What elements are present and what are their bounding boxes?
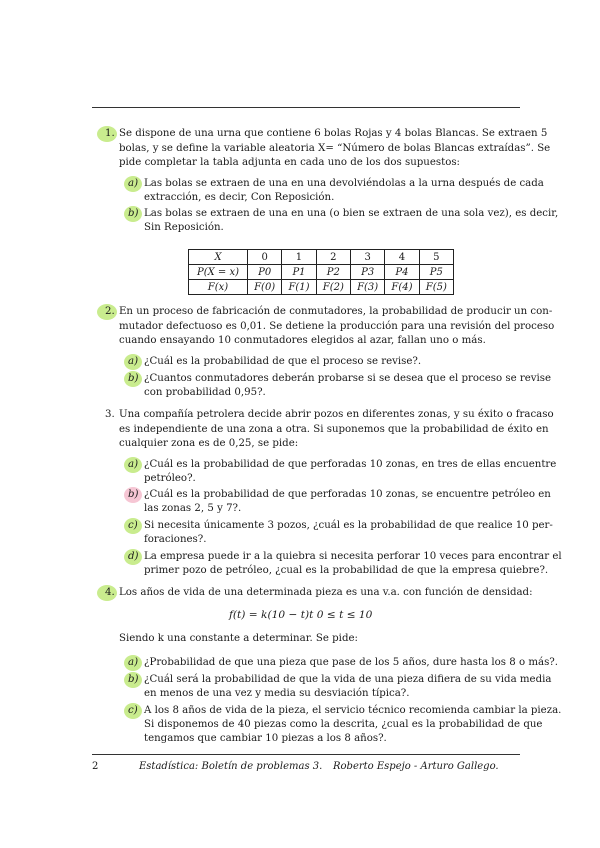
item-line: ¿Cuál será la probabilidad de que la vida de una pieza difiera de su vida media xyxy=(144,674,552,685)
item-line: primer pozo de petróleo, ¿cual es la probabilidad de que la empresa quiebre?. xyxy=(144,565,549,576)
item-label: c) xyxy=(128,705,138,716)
problem-3-line: es independiente de una zona a otra. Si suponemos que la probabilidad de éxito en xyxy=(119,424,549,435)
table-cell: X xyxy=(189,250,248,265)
item-label: b) xyxy=(128,489,139,500)
table-row xyxy=(189,250,454,265)
item-line: Las bolas se extraen de una en una devolviéndolas a la urna después de cada xyxy=(144,178,544,189)
table-cell: F(4) xyxy=(385,280,419,295)
item-label: a) xyxy=(128,178,139,189)
item-line: con probabilidad 0,95?. xyxy=(144,387,266,398)
density-formula: f(t) = k(10 − t)t 0 ≤ t ≤ 10 xyxy=(229,609,373,621)
item-line: en menos de una vez y media su desviación típica?. xyxy=(144,688,410,699)
problem-1-line: pide completar la tabla adjunta en cada uno de los dos supuestos: xyxy=(119,157,460,168)
item-line: ¿Cuál es la probabilidad de que el proceso se revise?. xyxy=(144,356,422,367)
table-cell: F(2) xyxy=(316,280,350,295)
table-cell: P3 xyxy=(350,265,384,280)
table-cell: P0 xyxy=(248,265,282,280)
table-cell: P4 xyxy=(385,265,419,280)
problem-2-line: mutador defectuoso es 0,01. Se detiene la producción para una revisión del proceso xyxy=(119,321,555,332)
table-cell: F(3) xyxy=(350,280,384,295)
table-cell: 1 xyxy=(282,250,316,265)
problem-1-number: 1. xyxy=(105,128,115,139)
distribution-table xyxy=(188,249,454,295)
problem-4-number: 4. xyxy=(105,587,115,598)
problem-2-line: cuando ensayando 10 conmutadores elegidos al azar, fallan uno o más. xyxy=(119,335,486,346)
table-cell: P5 xyxy=(419,265,453,280)
header-rule xyxy=(92,107,520,108)
item-label: a) xyxy=(128,459,139,470)
problem-3-line: cualquier zona es de 0,25, se pide: xyxy=(119,438,299,449)
footer-title: Estadística: Boletín de problemas 3. xyxy=(139,761,323,772)
table-cell: F(5) xyxy=(419,280,453,295)
item-label: a) xyxy=(128,657,139,668)
item-line: ¿Cuantos conmutadores deberán probarse si se desea que el proceso se revise xyxy=(144,373,552,384)
problem-3-line: Una compañía petrolera decide abrir pozos en diferentes zonas, y su éxito o fracaso xyxy=(119,409,554,420)
item-line: Sin Reposición. xyxy=(144,222,224,233)
problem-4-after: Siendo k una constante a determinar. Se pide: xyxy=(119,633,358,644)
page-number: 2 xyxy=(92,761,99,772)
table-cell: 4 xyxy=(385,250,419,265)
item-label: a) xyxy=(128,356,139,367)
table-cell: P(X = x) xyxy=(189,265,248,280)
item-line: La empresa puede ir a la quiebra si necesita perforar 10 veces para encontrar el xyxy=(144,551,562,562)
item-line: A los 8 años de vida de la pieza, el servicio técnico recomienda cambiar la pieza. xyxy=(144,705,562,716)
item-line: tengamos que cambiar 10 piezas a los 8 años?. xyxy=(144,733,387,744)
footer-authors: Roberto Espejo - Arturo Gallego. xyxy=(333,761,499,772)
item-label: d) xyxy=(128,551,139,562)
item-line: ¿Probabilidad de que una pieza que pase de los 5 años, dure hasta los 8 o más?. xyxy=(144,657,559,668)
table-cell: F(1) xyxy=(282,280,316,295)
item-line: Las bolas se extraen de una en una (o bien se extraen de una sola vez), es decir, xyxy=(144,208,559,219)
table-cell: P2 xyxy=(316,265,350,280)
problem-1-line: Se dispone de una urna que contiene 6 bolas Rojas y 4 bolas Blancas. Se extraen 5 xyxy=(119,128,548,139)
table-cell: F(x) xyxy=(189,280,248,295)
item-label: b) xyxy=(128,373,139,384)
problem-1-line: bolas, y se define la variable aleatoria X= “Número de bolas Blancas extraídas”. Se xyxy=(119,143,551,154)
item-line: petróleo?. xyxy=(144,473,196,484)
table-row xyxy=(189,280,454,295)
table-cell: 5 xyxy=(419,250,453,265)
problem-2-line: En un proceso de fabricación de conmutadores, la probabilidad de producir un con- xyxy=(119,306,553,317)
item-label: b) xyxy=(128,208,139,219)
item-label: c) xyxy=(128,520,138,531)
item-line: las zonas 2, 5 y 7?. xyxy=(144,503,242,514)
table-cell: P1 xyxy=(282,265,316,280)
item-line: extracción, es decir, Con Reposición. xyxy=(144,192,335,203)
table-cell: 0 xyxy=(248,250,282,265)
table-row xyxy=(189,265,454,280)
item-line: ¿Cuál es la probabilidad de que perforadas 10 zonas, en tres de ellas encuentre xyxy=(144,459,557,470)
table-cell: 2 xyxy=(316,250,350,265)
table-cell: 3 xyxy=(350,250,384,265)
problem-4-line: Los años de vida de una determinada pieza es una v.a. con función de densidad: xyxy=(119,587,533,598)
table-cell: F(0) xyxy=(248,280,282,295)
problem-3-number: 3. xyxy=(105,409,115,420)
item-line: ¿Cuál es la probabilidad de que perforadas 10 zonas, se encuentre petróleo en xyxy=(144,489,551,500)
problem-2-number: 2. xyxy=(105,306,115,317)
item-line: Si disponemos de 40 piezas como la descrita, ¿cual es la probabilidad de que xyxy=(144,719,543,730)
item-line: foraciones?. xyxy=(144,534,207,545)
footer-rule xyxy=(92,754,520,755)
item-label: b) xyxy=(128,674,139,685)
item-line: Si necesita únicamente 3 pozos, ¿cuál es la probabilidad de que realice 10 per- xyxy=(144,520,553,531)
